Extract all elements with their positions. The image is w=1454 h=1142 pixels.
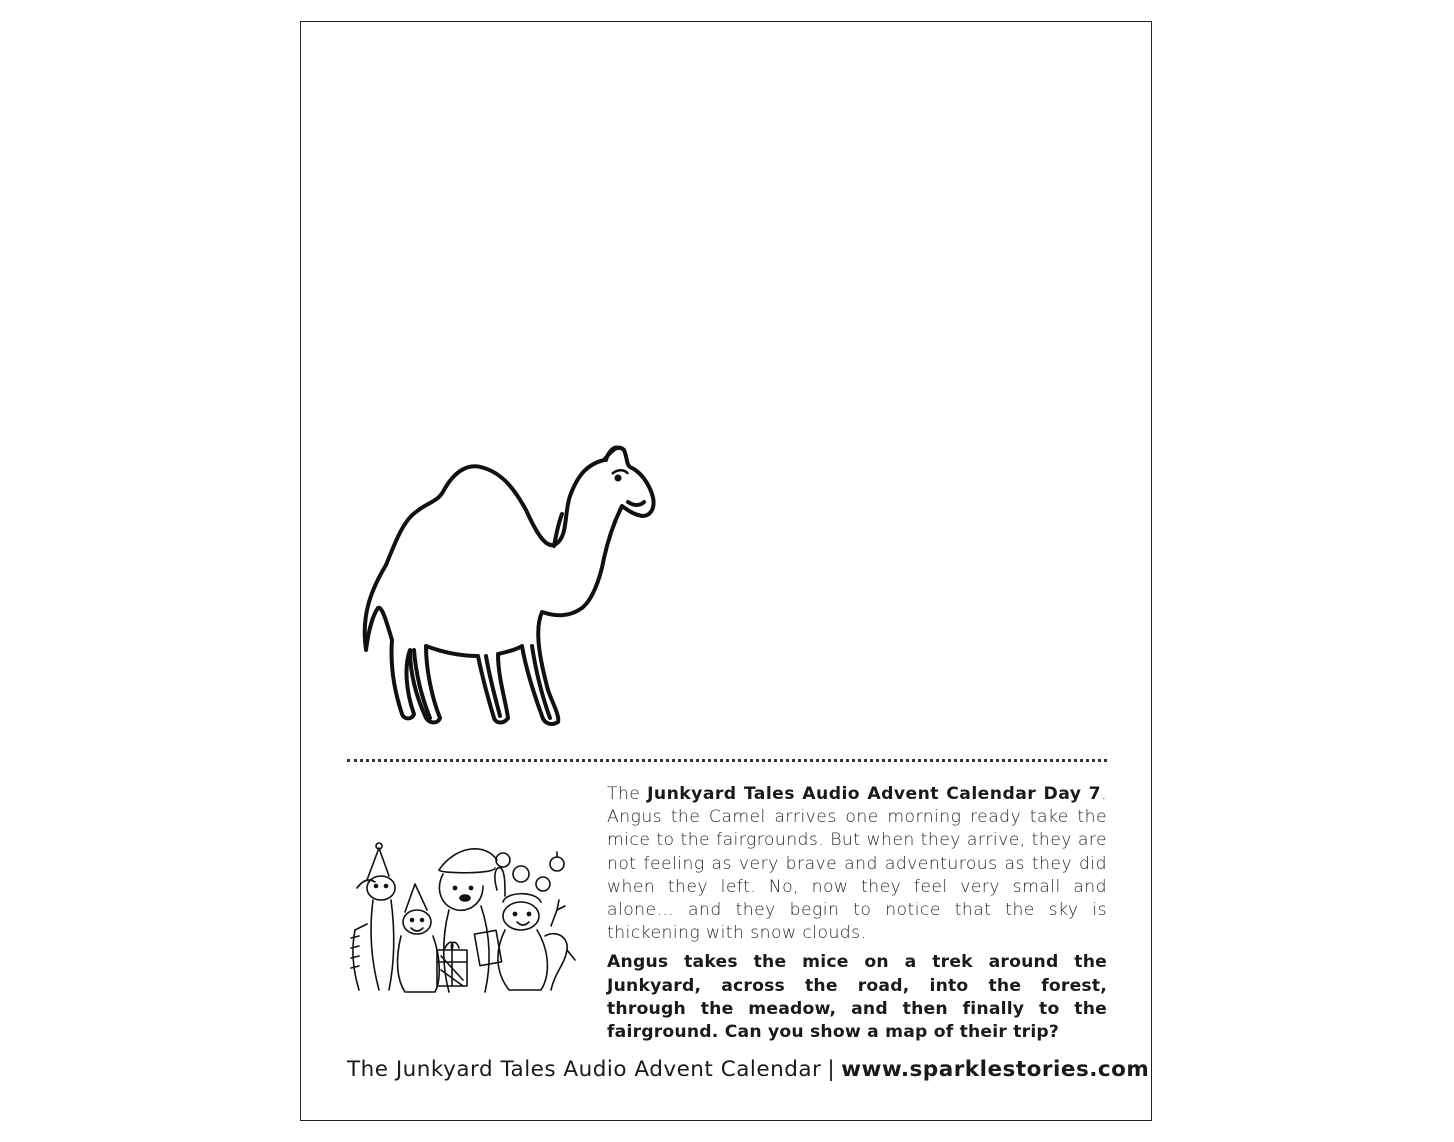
footer-title: The Junkyard Tales Audio Advent Calendar xyxy=(347,1057,822,1082)
story-intro xyxy=(607,783,1107,945)
footer-url: www.sparklestories.com xyxy=(841,1057,1150,1082)
intro-prefix: The xyxy=(607,784,648,804)
camel-illustration xyxy=(356,440,656,730)
story-text-block xyxy=(607,783,1107,1044)
footer-separator: | xyxy=(827,1057,836,1082)
coloring-page xyxy=(300,21,1152,1121)
dotted-divider xyxy=(347,759,1107,762)
activity-prompt: Angus takes the mice on a trek around the Junkyard, across the road, into the forest, through the meadow, and then finally to the fairground. Can you show a map of their trip? xyxy=(607,952,1107,1043)
holiday-animals-illustration xyxy=(345,840,577,1002)
intro-suffix: . xyxy=(1101,784,1107,804)
calendar-day-title: Junkyard Tales Audio Advent Calendar Day 7 xyxy=(647,784,1102,804)
page-footer xyxy=(347,1057,1150,1082)
story-body: Angus the Camel arrives one morning ready take the mice to the fairgrounds. But when they arrive, they are not feeling as very brave and adventurous as they did when they left. No, now they feel very small and alone… and they begin to notice that the sky is thickening with snow clouds. xyxy=(607,807,1107,944)
